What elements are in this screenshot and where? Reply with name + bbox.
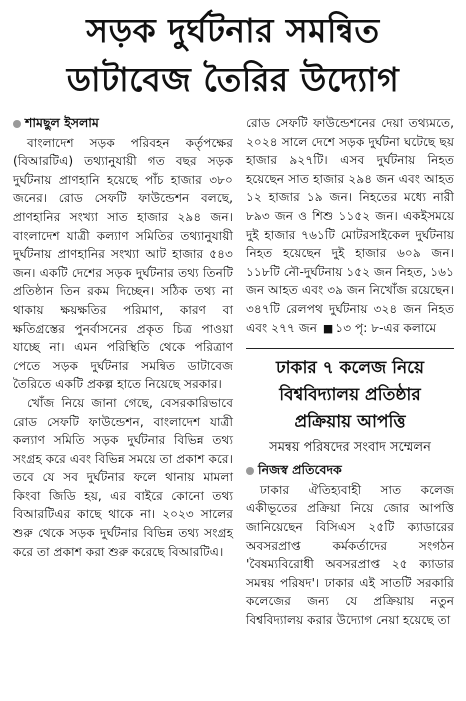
second-deck: সমন্বয় পরিষদের সংবাদ সম্মেলন [269, 440, 431, 456]
headline-line-2: ডাটাবেজ তৈরির উদ্যোগ [66, 60, 400, 99]
byline [13, 114, 233, 133]
jump-text: ১৩ পৃ: ৮-এর কলামে [335, 320, 437, 335]
right-column [246, 114, 454, 629]
second-headline-line-3: প্রক্রিয়ায় আপত্তি [294, 412, 406, 433]
square-marker-icon: ■ [322, 321, 334, 335]
left-column [13, 114, 233, 561]
second-byline-name: নিজস্ব প্রতিবেদক [258, 462, 342, 478]
continued-paragraph [246, 114, 454, 338]
body-paragraph: খোঁজ নিয়ে জানা গেছে, বেসরকারিভাবে রোড সেফটি ফাউন্ডেশন, বাংলাদেশ যাত্রী কল্যাণ সমিতি সড়ক দুর্ঘটনার বিভিন্ন তথ্য সংগ্রহ করে এবং বিভিন্ন সময়ে তা প্রকাশ করে। তবে যে সব দুর্ঘটনার ফলে থানায় মামলা কিংবা জিডি হয়, এর বাইরে কোনো তথ্য বিআরটিএর কাছে থাকে না। ২০২৩ সালের শুরু থেকে সড়ক দুর্ঘটনার বিভিন্ন তথ্য সংগ্রহ করে তা প্রকাশ করা শুরু করেছে বিআরটিএ। [13, 395, 233, 559]
second-headline-line-1: ঢাকার ৭ কলেজ নিয়ে [276, 358, 424, 379]
second-paragraph: ঢাকার ঐতিহ্যবাহী সাত কলেজ একীভূতের প্রক্রিয়া নিয়ে জোর আপত্তি জানিয়েছেন বিসিএস ২৫টি ক্যাডারের অবসরপ্রাপ্ত কর্মকর্তাদের সংগঠন 'বৈষম্যবিরোধী অবসরপ্রাপ্ত ২৫ ক্যাডার সমন্বয় পরিষদ'। ঢাকার এই সাতটি সরকারি কলেজের জন্য যে প্রক্রিয়ায় নতুন বিশ্ববিদ্যালয় করার উদ্যোগ নেয়া হয়েছে তা [246, 482, 454, 627]
jump-line [321, 321, 436, 335]
second-headline-line-2: বিশ্ববিদ্যালয় প্রতিষ্ঠার [279, 385, 421, 406]
byline-name: শামছুল ইসলাম [25, 115, 99, 130]
body-paragraph: বাংলাদেশ সড়ক পরিবহন কর্তৃপক্ষের (বিআরটিএ) তথ্যানুযায়ী গত বছর সড়ক দুর্ঘটনায় প্রাণহানি হয়েছে পাঁচ হাজার ৩৮০ জনের। রোড সেফটি ফাউন্ডেশন বলছে, প্রাণহানির সংখ্যা সাত হাজার ২৯৪ জন। বাংলাদেশ যাত্রী কল্যাণ সমিতির তথ্যানুযায়ী দুর্ঘটনায় প্রাণহানির সংখ্যা আট হাজার ৫৪৩ জন। একটি দেশের সড়ক দুর্ঘটনার তথ্য তিনটি প্রতিষ্ঠান তিন রকম দিচ্ছেন। সঠিক তথ্য না থাকায় ক্ষয়ক্ষতির পরিমাণ, কারণ বা ক্ষতিগ্রস্তের পুনর্বাসনের প্রকৃত চিত্র পাওয়া যাচ্ছে না। এমন পরিস্থিতি থেকে পরিত্রাণ পেতে সড়ক দুর্ঘটনার সমন্বিত ডাটাবেজ তৈরিতে একটি প্রকল্প হাতে নিয়েছে সরকার। [13, 135, 233, 392]
second-byline [246, 461, 454, 480]
bullet-icon [13, 120, 21, 128]
bullet-icon [246, 467, 254, 475]
story-divider [246, 348, 454, 349]
continued-text: রোড সেফটি ফাউন্ডেশনের দেয়া তথ্যমতে, ২০২৪ সালে দেশে সড়ক দুর্ঘটনা ঘটেছে ছয় হাজার ৯২৭টি। এসব দুর্ঘটনায় নিহত হয়েছেন সাত হাজার ২৯৪ জন এবং আহত ১২ হাজার ১৯ জন। নিহতের মধ্যে নারী ৮৯৩ জন ও শিশু ১১৫২ জন। একইসময়ে দুই হাজার ৭৬১টি মোটরসাইকেল দুর্ঘটনায় নিহত হয়েছেন দুই হাজার ৬০৯ জন। ১১৮টি নৌ-দুর্ঘটনায় ১৫২ জন নিহত, ১৬১ জন আহত এবং ৩৯ জন নিখোঁজ রয়েছেন। ৩৪৭টি রেলপথ দুর্ঘটনায় ৩২৪ জন নিহত এবং ২৭৭ জন [246, 116, 454, 335]
headline-line-1: সড়ক দুর্ঘটনার সমন্বিত [86, 11, 380, 50]
second-headline [246, 355, 454, 436]
